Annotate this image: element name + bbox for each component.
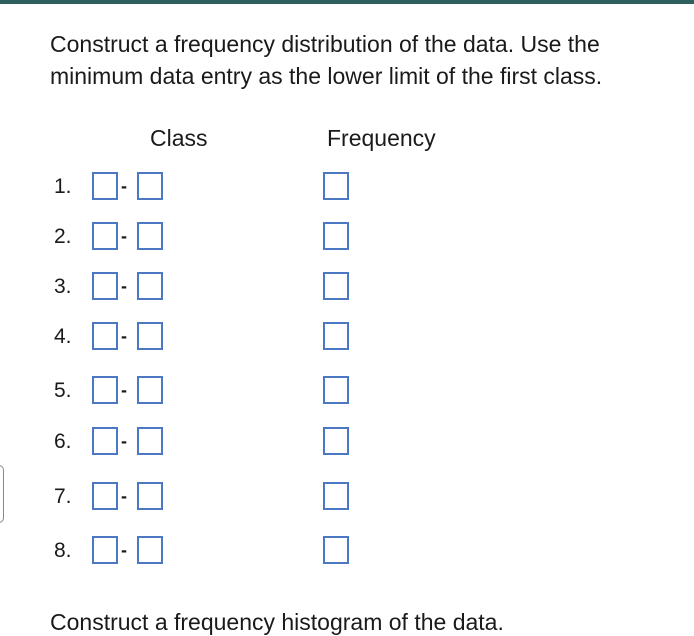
- row-number: 4.: [54, 325, 72, 348]
- class-separator: -: [121, 540, 127, 560]
- instruction-line-1: Construct a frequency distribution of the data. Use the: [50, 31, 600, 57]
- class-separator: -: [121, 486, 127, 506]
- table-row: [0, 536, 694, 566]
- class-separator: -: [121, 226, 127, 246]
- lower-limit-input[interactable]: [92, 172, 118, 200]
- row-number: 1.: [54, 175, 72, 198]
- upper-limit-input[interactable]: [137, 272, 163, 300]
- upper-limit-input[interactable]: [137, 322, 163, 350]
- table-row: [0, 482, 694, 512]
- frequency-input[interactable]: [323, 272, 349, 300]
- table-row: [0, 322, 694, 352]
- upper-limit-input[interactable]: [137, 222, 163, 250]
- frequency-input[interactable]: [323, 322, 349, 350]
- frequency-column-header: Frequency: [327, 125, 436, 151]
- lower-limit-input[interactable]: [92, 272, 118, 300]
- next-question-text: Construct a frequency histogram of the data.: [50, 609, 504, 635]
- upper-limit-input[interactable]: [137, 427, 163, 455]
- upper-limit-input[interactable]: [137, 376, 163, 404]
- frequency-input[interactable]: [323, 222, 349, 250]
- row-number: 7.: [54, 485, 72, 508]
- row-number: 8.: [54, 539, 72, 562]
- lower-limit-input[interactable]: [92, 536, 118, 564]
- question-instructions: [50, 28, 680, 92]
- table-row: [0, 427, 694, 457]
- frequency-input[interactable]: [323, 427, 349, 455]
- class-column-header: Class: [150, 125, 208, 151]
- table-row: [0, 172, 694, 202]
- frequency-input[interactable]: [323, 536, 349, 564]
- instruction-line-2: minimum data entry as the lower limit of the first class.: [50, 63, 603, 89]
- frequency-input[interactable]: [323, 482, 349, 510]
- class-separator: -: [121, 326, 127, 346]
- lower-limit-input[interactable]: [92, 376, 118, 404]
- lower-limit-input[interactable]: [92, 482, 118, 510]
- row-number: 3.: [54, 275, 72, 298]
- class-separator: -: [121, 276, 127, 296]
- lower-limit-input[interactable]: [92, 322, 118, 350]
- table-row: [0, 376, 694, 406]
- lower-limit-input[interactable]: [92, 222, 118, 250]
- row-number: 5.: [54, 379, 72, 402]
- table-row: [0, 222, 694, 252]
- row-number: 6.: [54, 430, 72, 453]
- upper-limit-input[interactable]: [137, 172, 163, 200]
- row-number: 2.: [54, 225, 72, 248]
- class-separator: -: [121, 380, 127, 400]
- frequency-input[interactable]: [323, 376, 349, 404]
- class-separator: -: [121, 176, 127, 196]
- frequency-input[interactable]: [323, 172, 349, 200]
- table-row: [0, 272, 694, 302]
- upper-limit-input[interactable]: [137, 482, 163, 510]
- side-panel-handle[interactable]: [0, 465, 4, 523]
- class-separator: -: [121, 431, 127, 451]
- upper-limit-input[interactable]: [137, 536, 163, 564]
- top-accent-bar: [0, 0, 694, 4]
- lower-limit-input[interactable]: [92, 427, 118, 455]
